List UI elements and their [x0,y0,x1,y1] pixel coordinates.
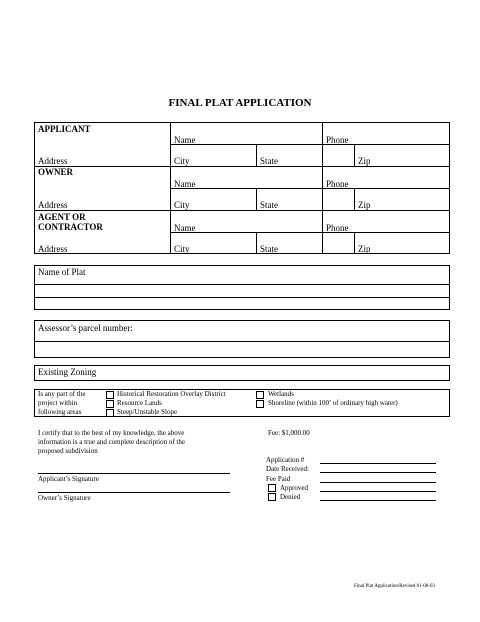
applicant-zip-field[interactable]: Zip [358,156,371,166]
approved-line[interactable] [320,491,436,492]
owner-signature-line[interactable] [38,492,230,493]
owner-address-field[interactable]: Address [38,200,68,210]
zoning-label: Existing Zoning [38,367,97,377]
application-number-line[interactable] [320,463,436,464]
shoreline-checkbox[interactable] [256,400,264,408]
certify-line-2: information is a true and complete description of the [38,438,185,446]
applicant-heading: APPLICANT [38,124,91,134]
fee-paid-label: Fee Paid [266,475,291,483]
owner-zip-field[interactable]: Zip [358,200,371,210]
certify-line-3: proposed subdivision [38,447,98,455]
owner-state-field[interactable]: State [260,200,278,210]
date-received-line[interactable] [320,472,436,473]
row-line-applicant [170,144,450,145]
col-divider-6 [354,188,355,210]
resource-lands-checkbox[interactable] [106,400,114,408]
divider-owner-agent [34,210,450,211]
fee-paid-line[interactable] [320,482,436,483]
agent-phone-field[interactable]: Phone [326,223,349,233]
divider-applicant-owner [34,166,450,167]
resource-lands-label: Resource Lands [117,399,162,407]
denied-line[interactable] [320,500,436,501]
agent-heading-line2: CONTRACTOR [38,222,103,232]
row-line-owner [170,188,450,189]
agent-heading-line1: AGENT OR [38,212,86,222]
applicant-name-field[interactable]: Name [174,135,196,145]
applicant-signature-line[interactable] [38,473,230,474]
approved-checkbox[interactable] [268,484,276,492]
col-divider-5 [256,188,257,210]
owner-heading: OWNER [38,167,74,177]
agent-city-field[interactable]: City [174,244,190,254]
denied-label: Denied [280,493,301,501]
owner-city-field[interactable]: City [174,200,190,210]
historical-overlay-checkbox[interactable] [106,391,114,399]
overlay-prompt-3: following areas [38,408,82,416]
fee-amount: Fee: $1,000.00 [268,429,310,437]
approved-label: Approved [280,484,308,492]
parcel-input[interactable] [35,342,449,357]
name-of-plat-label: Name of Plat [38,267,86,277]
agent-zip-field[interactable]: Zip [358,244,371,254]
overlay-prompt-1: Is any part of the [38,390,86,398]
parcel-label: Assessor’s parcel number: [38,323,133,333]
agent-address-field[interactable]: Address [38,244,68,254]
page-title: FINAL PLAT APPLICATION [168,97,312,109]
applicant-signature-label: Applicant’s Signature [38,475,99,483]
zoning-box [34,365,450,381]
name-of-plat-input[interactable] [35,285,449,309]
applicant-state-field[interactable]: State [260,156,278,166]
applicant-address-field[interactable]: Address [38,156,68,166]
wetlands-label: Wetlands [268,390,294,398]
shoreline-label: Shoreline (within 100’ of ordinary high water) [268,399,398,407]
footer-revision: Final Plat Application/Revised 01-08-03 [354,584,435,589]
certify-line-1: I certify that to the best of my knowledge, the above [38,429,185,437]
owner-phone-field[interactable]: Phone [326,179,349,189]
col-divider-4 [354,144,355,166]
steep-slope-label: Steep/Unstable Slope [117,408,178,416]
date-received-label: Date Received: [266,465,309,473]
overlay-prompt-2: project within [38,399,78,407]
col-divider-3 [256,144,257,166]
owner-name-field[interactable]: Name [174,179,196,189]
steep-slope-checkbox[interactable] [106,409,114,417]
owner-signature-label: Owner’s Signature [38,494,91,502]
agent-state-field[interactable]: State [260,244,278,254]
applicant-city-field[interactable]: City [174,156,190,166]
col-divider-7 [256,232,257,254]
historical-overlay-label: Historical Restoration Overlay District [117,390,226,398]
applicant-phone-field[interactable]: Phone [326,135,349,145]
col-divider-8 [354,232,355,254]
row-line-agent [170,232,450,233]
denied-checkbox[interactable] [268,493,276,501]
agent-name-field[interactable]: Name [174,223,196,233]
application-number-label: Application # [266,456,305,464]
wetlands-checkbox[interactable] [256,391,264,399]
